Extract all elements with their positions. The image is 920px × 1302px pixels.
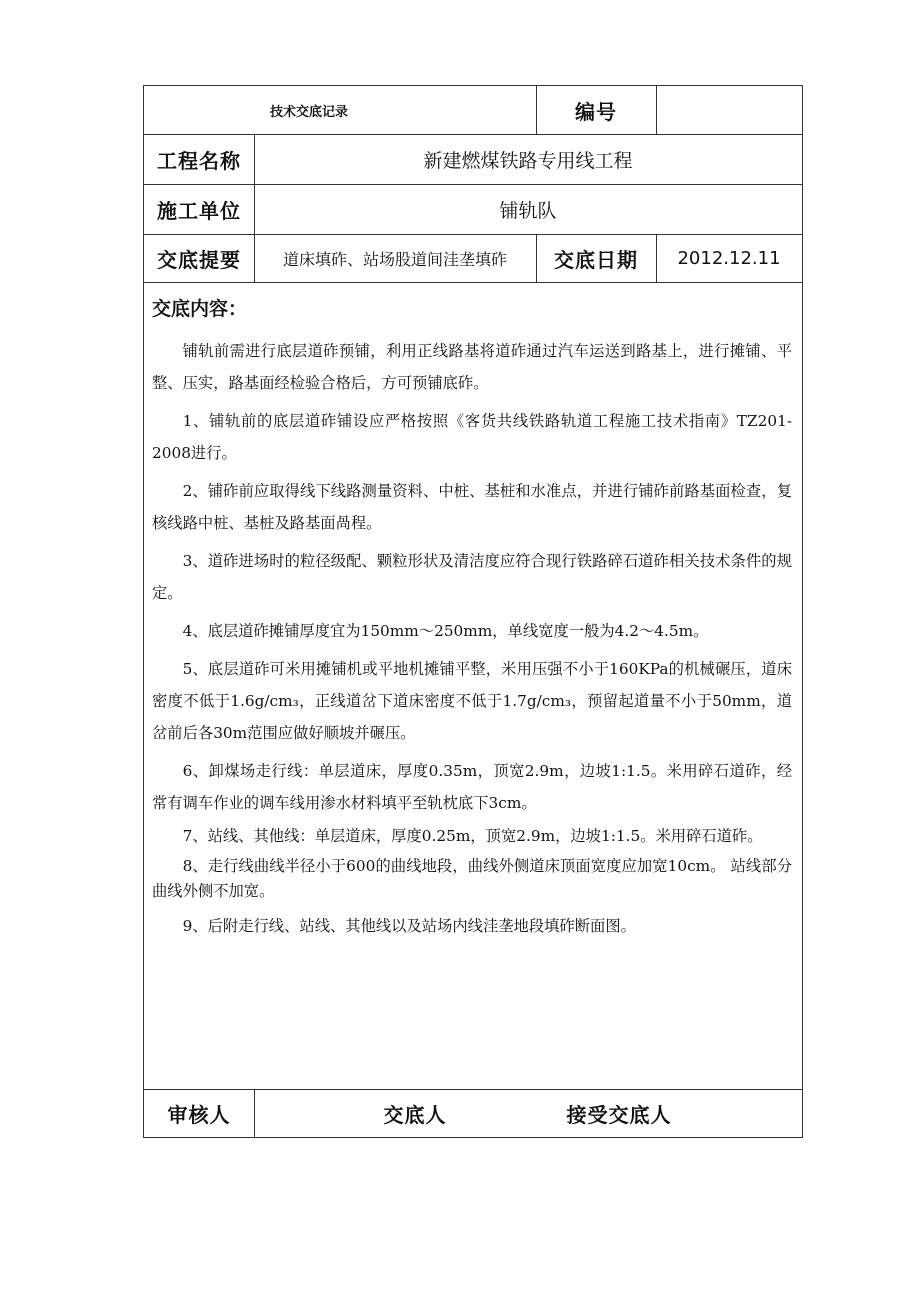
project-name-label: 工程名称 (157, 148, 241, 173)
col-divider (254, 1089, 255, 1137)
summary-value: 道床填砟、站场股道间洼垄填砟 (282, 249, 507, 269)
construction-unit-value: 铺轨队 (499, 199, 557, 222)
content-paragraph: 4、底层道砟摊铺厚度宜为150mm～250mm，单线宽度一般为4.2～4.5m。 (182, 622, 709, 640)
number-value (656, 86, 802, 134)
summary-label: 交底提要 (157, 247, 241, 272)
construction-unit-label: 施工单位 (157, 198, 241, 223)
content-heading: 交底内容： (152, 298, 248, 320)
content-paragraph: 1、铺轨前的底层道砟铺设应严格按照《客货共线铁路轨道工程施工技术指南》TZ201-2008进行。 (152, 412, 792, 462)
receiver-label: 接受交底人 (566, 1102, 672, 1127)
reviewer-label: 审核人 (167, 1102, 231, 1127)
project-name-value: 新建燃煤铁路专用线工程 (423, 149, 633, 172)
number-label: 编号 (575, 99, 617, 124)
date-value: 2012.12.11 (677, 247, 781, 269)
content-paragraph: 3、道砟进场时的粒径级配、颗粒形状及清洁度应符合现行铁路碎石道砟相关技术条件的规定。 (152, 552, 792, 602)
record-title: 技术交底记录 (269, 104, 348, 120)
content-paragraph: 2、铺砟前应取得线下线路测量资料、中桩、基桩和水准点，并进行铺砟前路基面检查，复核线路中桩、基桩及路基面咼程。 (152, 482, 792, 532)
disclosure-record-table (143, 85, 803, 1138)
date-label: 交底日期 (554, 247, 638, 272)
content-paragraph: 9、后附走行线、站线、其他线以及站场内线洼垄地段填砟断面图。 (182, 917, 636, 935)
content-paragraph: 6、卸煤场走行线：单层道床，厚度0.35m，顶宽2.9m，边坡1:1.5。米用碎石道砟，经常有调车作业的调车线用渗水材料填平至轨枕底下3cm。 (152, 762, 792, 812)
discloser-label: 交底人 (383, 1102, 447, 1127)
content-paragraph: 5、底层道砟可米用摊铺机或平地机摊铺平整，米用压强不小于160KPa的机械碾压，道床密度不低于1.6g/cm₃，正线道岔下道床密度不低于1.7g/cm₃，预留起道量不小于50mm，道岔前后各30m范围应做好顺坡并碾压。 (152, 660, 792, 742)
content-paragraph: 铺轨前需进行底层道砟预铺，利用正线路基将道砟通过汽车运送到路基上，进行摊铺、平整、压实，路基面经检验合格后，方可预铺底砟。 (152, 342, 792, 392)
disclosure-content (144, 283, 802, 942)
content-paragraph: 8、走行线曲线半径小于600的曲线地段，曲线外侧道床顶面宽度应加宽10cm。 站线部分曲线外侧不加宽。 (152, 857, 792, 900)
content-paragraph: 7、站线、其他线：单层道床，厚度0.25m，顶宽2.9m，边坡1:1.5。米用碎石道砟。 (182, 827, 763, 845)
